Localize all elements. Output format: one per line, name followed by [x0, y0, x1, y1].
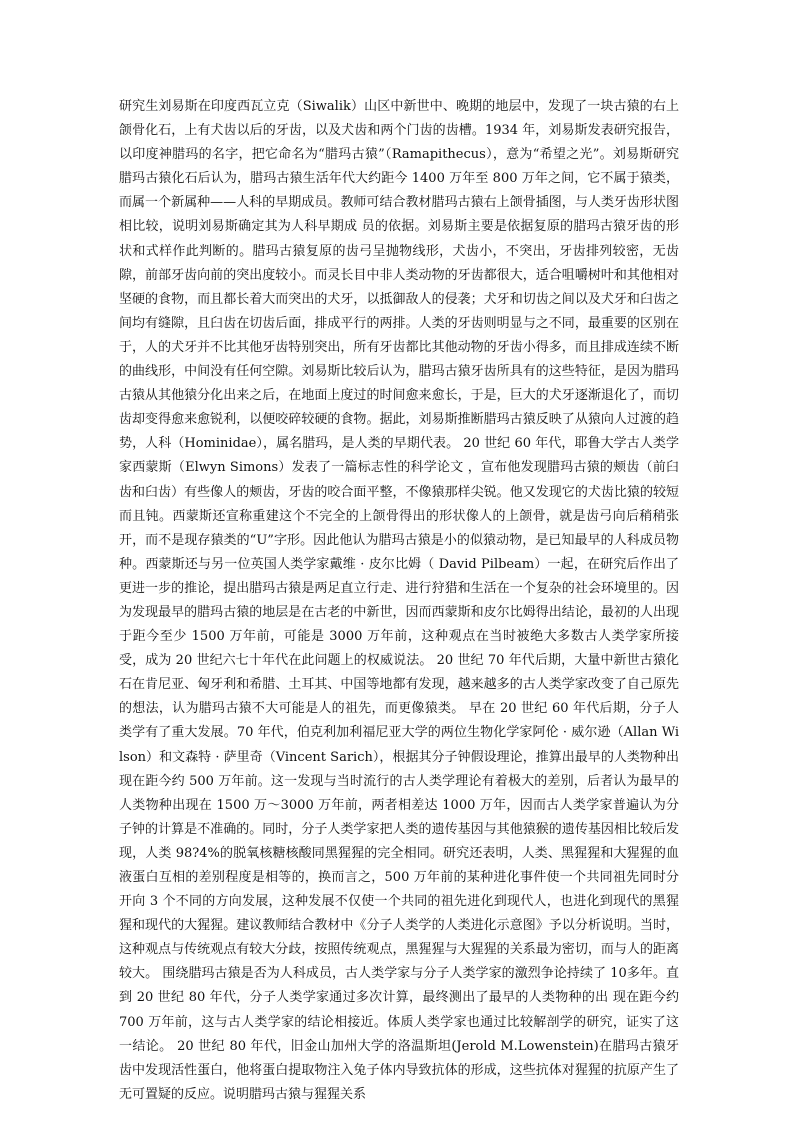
body-paragraph: 研究生刘易斯在印度西瓦立克（Siwalik）山区中新世中、晚期的地层中，发现了一块古猿的右上颌骨化石，上有犬齿以后的牙齿，以及犬齿和两个门齿的齿槽。1934 年，刘易斯发表研究报告，以印度神腊玛的名字，把它命名为“腊玛古猿”（Ramapithecus），意为“希望之光”。刘易斯研究腊玛古猿化石后认为，腊玛古猿生活年代大约距今 1400 万年至 800 万年之间，它不属于猿类，而属一个新属种——人科的早期成员。教师可结合教材腊玛古猿右上颌骨插图，与人类牙齿形状图相比较，说明刘易斯确定其为人科早期成 员的依据。刘易斯主要是依据复原的腊玛古猿牙齿的形状和式样作此判断的。腊玛古猿复原的齿弓呈抛物线形，犬齿小，不突出，牙齿排列较密，无齿隙，前部牙齿向前的突出度较小。而灵长目中非人类动物的牙齿都很大，适合咀嚼树叶和其他相对坚硬的食物，而且都长着大而突出的犬牙，以抵御敌人的侵袭；犬牙和切齿之间以及犬牙和臼齿之间均有缝隙，且臼齿在切齿后面，排成平行的两排。人类的牙齿则明显与之不同，最重要的区别在于，人的犬牙并不比其他牙齿特别突出，所有牙齿都比其他动物的牙齿小得多，而且排成连续不断的曲线形，中间没有任何空隙。刘易斯比较后认为，腊玛古猿牙齿所具有的这些特征，是因为腊玛古猿从其他猿分化出来之后，在地面上度过的时间愈来愈长，于是，巨大的犬牙逐渐退化了，而切齿却变得愈来愈锐利，以便咬碎较硬的食物。据此，刘易斯推断腊玛古猿反映了从猿向人过渡的趋势，人科（Hominidae），属名腊玛，是人类的早期代表。 20 世纪 60 年代，耶鲁大学古人类学家西蒙斯（Elwyn Simons）发表了一篇标志性的科学论文 ，宣布他发现腊玛古猿的颊齿（前臼齿和臼齿）有些像人的颊齿，牙齿的咬合面平整，不像猿那样尖锐。他又发现它的犬齿比猿的较短而且钝。西蒙斯还宣称重建这个不完全的上颌骨得出的形状像人的上颌骨，就是齿弓向后稍稍张开，而不是现存猿类的“U”字形。因此他认为腊玛古猿是小的似猿动物，是已知最早的人科成员物种。西蒙斯还与另一位英国人类学家戴维 · 皮尔比姆（ David Pilbeam）一起，在研究后作出了更进一步的推论，提出腊玛古猿是两足直立行走、进行狩猎和生活在一个复杂的社会环境里的。因为发现最早的腊玛古猿的地层是在古老的中新世，因而西蒙斯和皮尔比姆得出结论，最初的人出现于距今至少 1500 万年前，可能是 3000 万年前，这种观点在当时被绝大多数古人类学家所接受，成为 20 世纪六七十年代在此问题上的权威说法。 20 世纪 70 年代后期，大量中新世古猿化石在肯尼亚、匈牙利和希腊、土耳其、中国等地都有发现，越来越多的古人类学家改变了自己原先的想法，认为腊玛古猿不大可能是人的祖先，而更像猿类。 早在 20 世纪 60 年代后期，分子人类学有了重大发展。70 年代，伯克利加利福尼亚大学的两位生物化学家阿伦 · 威尔逊（Allan Wilson）和文森特 · 萨里奇（Vincent Sarich），根据其分子钟假设理论，推算出最早的人类物种出现在距今约 500 万年前。这一发现与当时流行的古人类学理论有着极大的差别，后者认为最早的人类物种出现在 1500 万～3000 万年前，两者相差达 1000 万年，因而古人类学家普遍认为分子钟的计算是不准确的。同时，分子人类学家把人类的遗传基因与其他猿猴的遗传基因相比较后发现，人类 98?4%的脱氧核糖核酸同黑猩猩的完全相同。研究还表明，人类、黑猩猩和大猩猩的血液蛋白互相的差别程度是相等的，换而言之，500 万年前的某种进化事件使一个共同祖先同时分开向 3 个不同的方向发展，这种发展不仅使一个共同的祖先进化到现代人，也进化到现代的黑猩猩和现代的大猩猩。建议教师结合教材中《分子人类学的人类进化示意图》予以分析说明。当时，这种观点与传统观点有较大分歧，按照传统观点，黑猩猩与大猩猩的关系最为密切，而与人的距离较大。 围绕腊玛古猿是否为人科成员，古人类学家与分子人类学家的激烈争论持续了 10多年。直到 20 世纪 80 年代，分子人类学家通过多次计算，最终测出了最早的人类物种的出 现在距今约 700 万年前，这与古人类学家的结论相接近。体质人类学家也通过比较解剖学的研究，证实了这一结论。 20 世纪 80 年代，旧金山加州大学的洛温斯坦(Jerold M.Lowenstein)在腊玛古猿牙齿中发现活性蛋白，他将蛋白提取物注入兔子体内导致抗体的形成，这些抗体对猩猩的抗原产生了无可置疑的反应。说明腊玛古猿与猩猩关系: [119, 99, 679, 1102]
document-page: [119, 95, 679, 1107]
